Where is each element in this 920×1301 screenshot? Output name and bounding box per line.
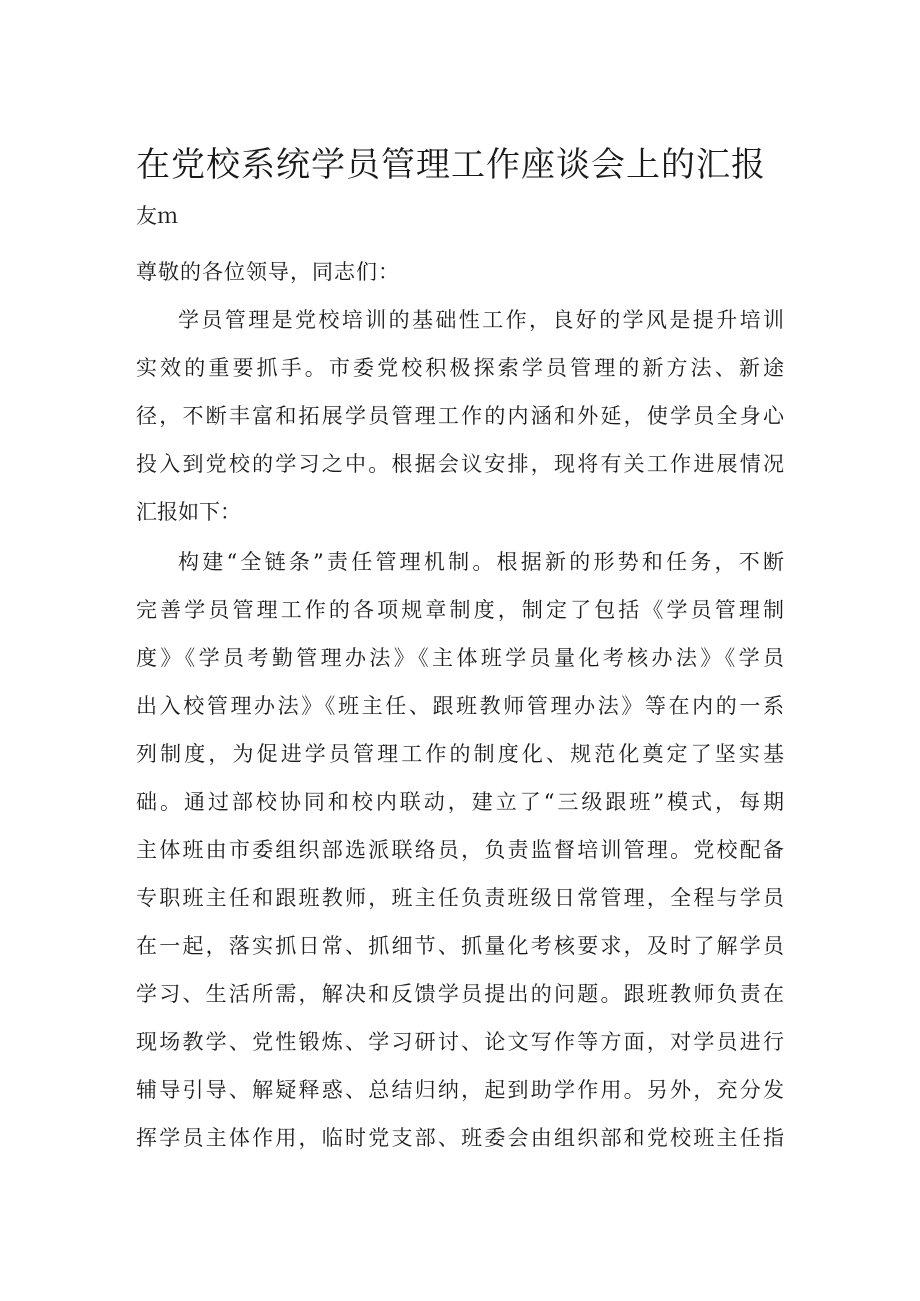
paragraph-2-line: 专职班主任和跟班教师，班主任负责班级日常管理，全程与学员	[136, 886, 784, 910]
paragraph-2-line: 学习、生活所需，解决和反馈学员提出的问题。跟班教师负责在	[136, 982, 784, 1006]
paragraph-2-line: 辅导引导、解疑释惑、总结归纳，起到助学作用。另外，充分发	[136, 1078, 784, 1102]
salutation: 尊敬的各位领导，同志们：	[136, 260, 400, 284]
paragraph-1-line: 实效的重要抓手。市委党校积极探索学员管理的新方法、新途	[136, 356, 784, 380]
paragraph-2-line: 完善学员管理工作的各项规章制度，制定了包括《学员管理制	[136, 598, 784, 622]
paragraph-2-line: 列制度，为促进学员管理工作的制度化、规范化奠定了坚实基	[136, 742, 784, 766]
paragraph-2-line: 构建“全链条”责任管理机制。根据新的形势和任务，不断	[178, 550, 784, 574]
paragraph-1-line: 径，不断丰富和拓展学员管理工作的内涵和外延，使学员全身心	[136, 404, 784, 428]
paragraph-2-line: 现场教学、党性锻炼、学习研讨、论文写作等方面，对学员进行	[136, 1030, 784, 1054]
paragraph-2-line: 出入校管理办法》《班主任、跟班教师管理办法》等在内的一系	[136, 694, 784, 718]
paragraph-2-line: 挥学员主体作用，临时党支部、班委会由组织部和党校班主任指	[136, 1126, 784, 1150]
paragraph-1-line: 学员管理是党校培训的基础性工作，良好的学风是提升培训	[178, 308, 784, 332]
paragraph-1-line: 投入到党校的学习之中。根据会议安排，现将有关工作进展情况	[136, 452, 784, 476]
paragraph-2-line: 础。通过部校协同和校内联动，建立了“三级跟班”模式，每期	[136, 790, 784, 814]
paragraph-2-line: 在一起，落实抓日常、抓细节、抓量化考核要求，及时了解学员	[136, 934, 784, 958]
document-title: 在党校系统学员管理工作座谈会上的汇报	[136, 145, 766, 185]
paragraph-2-line: 度》《学员考勤管理办法》《主体班学员量化考核办法》《学员	[136, 646, 784, 670]
author-line: 友ｍ	[136, 204, 178, 228]
paragraph-1-line: 汇报如下：	[136, 500, 241, 524]
paragraph-2-line: 主体班由市委组织部选派联络员，负责监督培训管理。党校配备	[136, 838, 784, 862]
